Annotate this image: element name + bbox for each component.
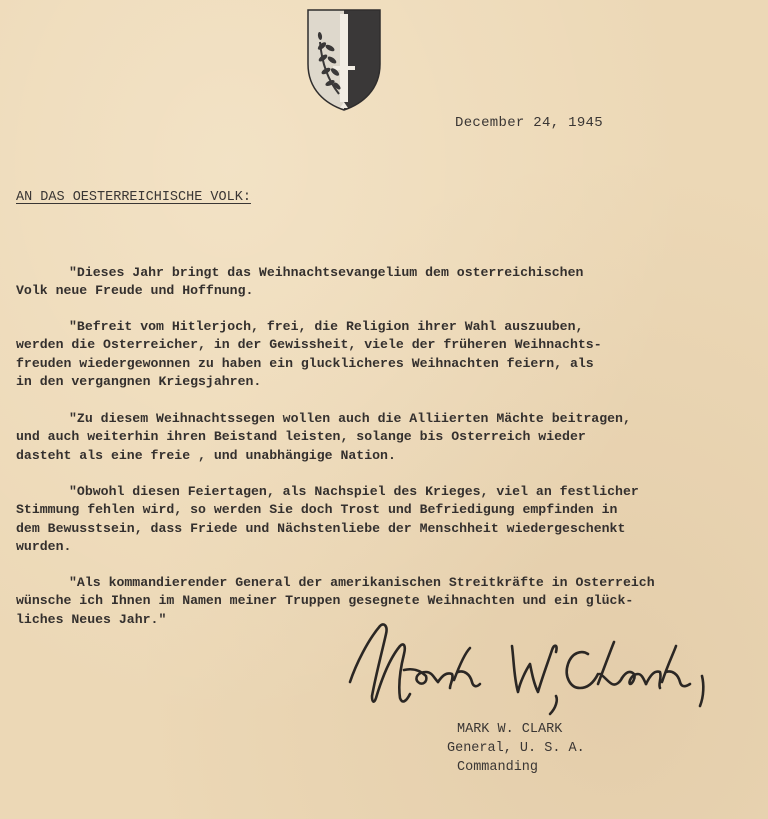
- paragraph-4: [16, 483, 639, 556]
- paragraph-line: freuden wiedergewonnen zu haben ein glucklicheres Weihnachten feiern, als: [16, 355, 594, 371]
- paragraph-line: "Als kommandierender General der amerikanischen Streitkräfte in Osterreich: [69, 575, 655, 590]
- paragraph-line: dem Bewusstsein, dass Friede und Nächstenliebe der Menschheit wiedergeschenkt: [16, 520, 626, 536]
- signer-rank: General, U. S. A.: [447, 741, 585, 756]
- paragraph-line: werden die Osterreicher, in der Gewissheit, viele der früheren Weihnachts-: [16, 337, 602, 353]
- paragraph-line: in den vergangnen Kriegsjahren.: [16, 373, 262, 389]
- paragraph-line: und auch weiterhin ihren Beistand leisten, solange bis Osterreich wieder: [16, 429, 586, 445]
- paragraph-line: dasteht als eine freie , und unabhängige Nation.: [16, 447, 396, 463]
- signer-name: MARK W. CLARK: [457, 722, 563, 737]
- paragraph-line: "Dieses Jahr bringt das Weihnachtsevangelium dem osterreichischen: [69, 265, 584, 280]
- paragraph-line: wünsche ich Ihnen im Namen meiner Truppen gesegnete Weihnachten und ein glück-: [16, 593, 634, 609]
- paragraph-line: wurden.: [16, 538, 72, 554]
- paragraph-2: [16, 318, 602, 391]
- paragraph-line: "Zu diesem Weihnachtssegen wollen auch die Alliierten Mächte beitragen,: [69, 411, 631, 426]
- letter-date: December 24, 1945: [455, 115, 603, 131]
- shield-crest-icon: [306, 8, 382, 112]
- paragraph-1: [16, 264, 583, 301]
- signature-block: [447, 720, 585, 777]
- paragraph-line: "Obwohl diesen Feiertagen, als Nachspiel des Krieges, viel an festlicher: [69, 484, 639, 499]
- paragraph-line: Volk neue Freude und Hoffnung.: [16, 283, 254, 299]
- paragraph-line: liches Neues Jahr.": [16, 611, 167, 627]
- salutation-heading: AN DAS OESTERREICHISCHE VOLK:: [16, 190, 251, 205]
- paragraph-line: "Befreit vom Hitlerjoch, frei, die Religion ihrer Wahl auszuuben,: [69, 319, 584, 334]
- paragraph-3: [16, 410, 631, 465]
- handwritten-signature: [342, 612, 712, 727]
- paragraph-line: Stimmung fehlen wird, so werden Sie doch Trost und Befriedigung empfinden in: [16, 502, 618, 518]
- signer-role: Commanding: [457, 760, 539, 775]
